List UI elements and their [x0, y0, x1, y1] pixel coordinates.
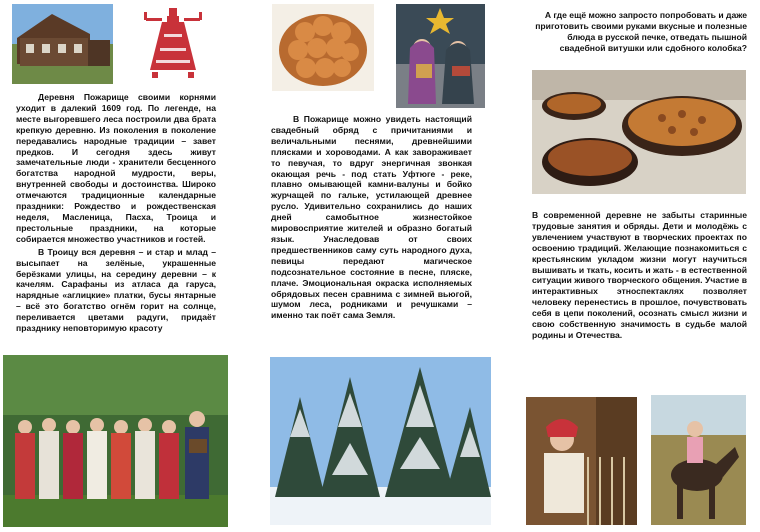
column3-text	[532, 210, 747, 341]
column3-intro	[532, 10, 747, 54]
russian-oven-photo	[532, 70, 746, 194]
column2-paragraph: В Пожарище можно увидеть настоящий свадебный обряд с причитаниями и величальными песнями, древнейшими плясками и хороводами. А как завораживает то певучая, то вдруг энергичная звонкая окающая речь - под стать Уфтюге - реке, плавно омывающей камни-валуны и бойко журчащей по гальке, устилающей древнее русло. Удивительно сохранились до наших дней самобытное жизнестойкое мировосприятие жителей и образно богатый язык. Унаследовав от своих предшественников саму суть народного духа, певицы передают магическое подсознательное состояние в песне, пляске, плаче. Эмоциональная окраска исполняемых обрядовых песен сравнима с зимней вьюгой, шумом леса, родниками и речушками – именно так поёт сама Земля.	[271, 114, 472, 321]
village-house-photo	[12, 4, 113, 84]
column3-intro-text: А где ещё можно запросто попробовать и даже приготовить своими руками вкусные и полезные блюда в русской печке, отведать пышной свадебной витушки или сдобного колобка?	[535, 10, 747, 53]
embroidery-doll-icon	[140, 4, 206, 84]
folk-choir-photo	[3, 355, 228, 527]
horse-child-photo	[651, 395, 746, 525]
column1-paragraph: Деревня Пожарище своими корнями уходит в далекий 1609 год. По легенде, на месте выгоревшего леса построили два брата крепкую деревню. Из поколения в поколение передавались народные традиции – завет предков. И сегодня здесь живут замечательные люди - хранители бесценного богатства народной мудрости, веры, внутренней свободы и достоинства. Широко отмечаются традиционные календарные праздники: Рождество и рождественская неделя, Масленица, Пасха, Троица и престольные праздники, на которые собирается множество участников и гостей.	[16, 92, 216, 244]
column3-paragraph: В современной деревне не забыты старинные трудовые занятия и обряды. Дети и молодёжь с увлечением участвуют в творческих проектах по освоению традиций. Желающие познакомиться с крестьянским укладом жизни могут научиться вышивать и ткать, косить и жать - в естественной ситуации живого творческого общения. Участие в интерактивных этноспектаклях позволяет человеку перенестись в прошлое, почувствовать себя в цепи поколений, осознать смысл жизни и свою собственную значимость в судьбе малой родины и Отечества.	[532, 210, 748, 340]
carolers-photo	[396, 4, 485, 108]
column2-text	[271, 114, 472, 321]
winter-forest-photo	[270, 357, 491, 525]
column1-text	[16, 92, 216, 334]
column1-paragraph: В Троицу вся деревня – и стар и млад – высыпает на зелёные, украшенные берёзками улицы, на середину деревни – к качелям. Сарафаны из атласа да гаруса, нарядные «аглицкие» платки, бусы янтарные – всё это богатство огнём горит на солнце, переливается цветами радуги, придаёт празднику неповторимую красоту	[16, 246, 216, 334]
weaving-loom-photo	[526, 397, 637, 525]
wedding-bread-photo	[272, 4, 374, 91]
